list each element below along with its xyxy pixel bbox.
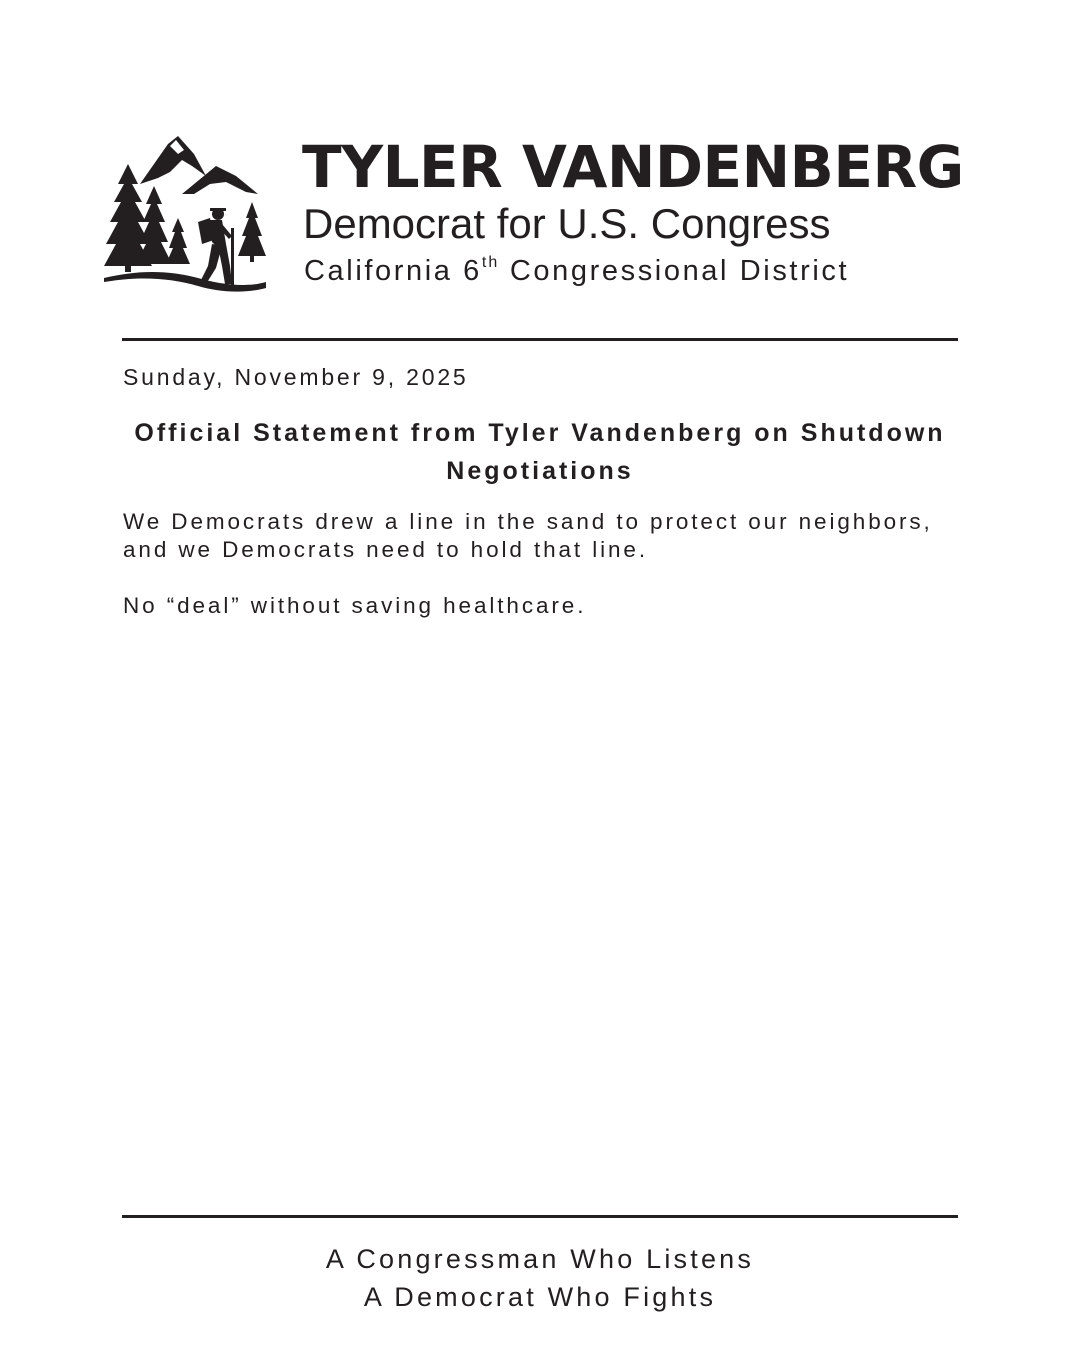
footer-slogan-line: A Congressman Who Listens: [325, 1244, 755, 1274]
footer-slogan: [0, 1240, 1080, 1316]
footer-divider: [122, 1215, 958, 1218]
statement-body: [123, 508, 959, 648]
footer-slogan-line: A Democrat Who Fights: [363, 1282, 717, 1312]
district-label: [304, 254, 849, 288]
district-ordinal: th: [481, 254, 500, 271]
district-prefix: California 6: [304, 255, 482, 287]
header-divider: [122, 338, 958, 341]
candidate-name: TYLER VANDENBERG: [302, 133, 964, 201]
candidate-subtitle: Democrat for U.S. Congress: [303, 200, 831, 247]
district-suffix: Congressional District: [499, 255, 850, 287]
statement-paragraph: We Democrats drew a line in the sand to protect our neighbors, and we Democrats need to hold that line.: [123, 509, 933, 562]
statement-date: Sunday, November 9, 2025: [123, 364, 469, 390]
statement-title: Official Statement from Tyler Vandenberg on Shutdown Negotiations: [134, 419, 946, 485]
statement-paragraph: No “deal” without saving healthcare.: [123, 593, 587, 618]
mountain-hiker-pines-icon: [98, 132, 270, 300]
